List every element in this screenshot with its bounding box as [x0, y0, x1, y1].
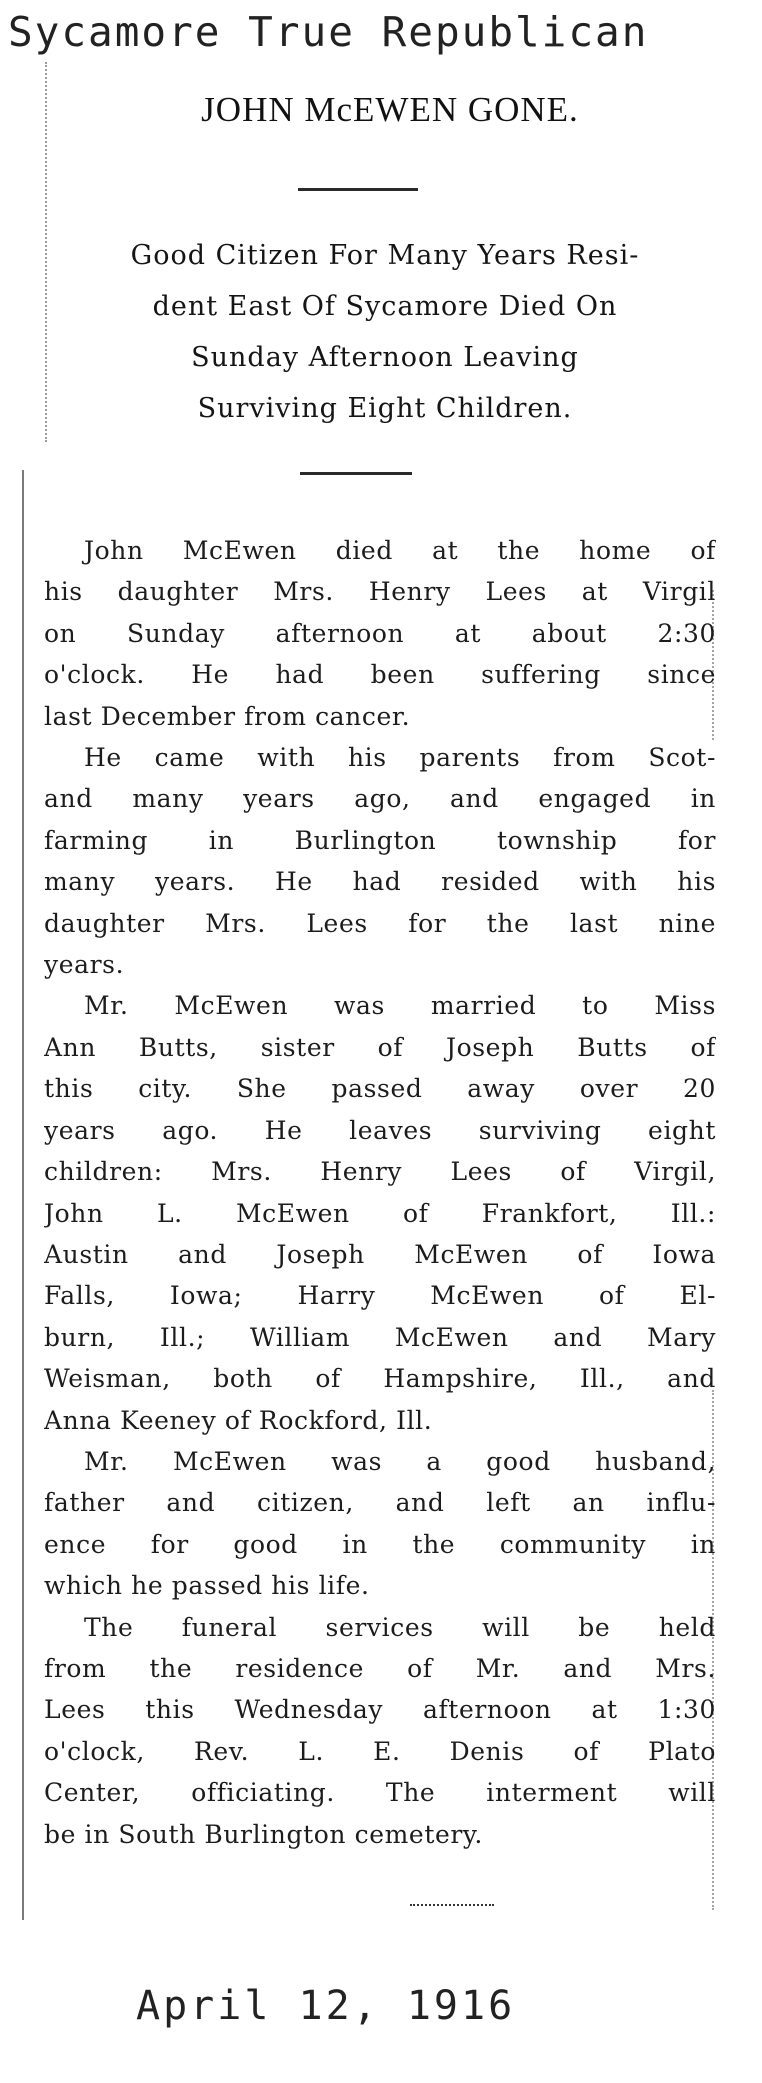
body-line: o'clock, Rev. L. E. Denis of Plato: [44, 1736, 716, 1766]
body-line: children: Mrs. Henry Lees of Virgil,: [44, 1157, 716, 1187]
body-line: many years. He had resided with his: [44, 867, 716, 897]
body-line: his daughter Mrs. Henry Lees at Virgil: [44, 577, 716, 607]
deck-line: Sunday Afternoon Leaving: [191, 342, 579, 373]
body-line: Falls, Iowa; Harry McEwen of El-: [44, 1281, 716, 1311]
body-line: He came with his parents from Scot-: [84, 743, 716, 773]
body-line: father and citizen, and left an influ-: [44, 1488, 716, 1518]
body-line: ence for good in the community in: [44, 1529, 716, 1559]
body-line: years ago. He leaves surviving eight: [44, 1115, 716, 1145]
body-line: John L. McEwen of Frankfort, Ill.:: [44, 1198, 716, 1228]
publication-date: April 12, 1916: [136, 1983, 516, 2029]
body-line: John McEwen died at the home of: [84, 536, 716, 565]
body-line: Ann Butts, sister of Joseph Butts of: [44, 1032, 716, 1062]
body-line: Mr. McEwen was a good husband,: [84, 1446, 716, 1476]
paragraph-3: [44, 985, 716, 1440]
deck-line: Surviving Eight Children.: [197, 393, 573, 424]
body-line: Weisman, both of Hampshire, Ill., and: [44, 1364, 716, 1394]
paragraph-2: [44, 737, 716, 985]
body-line: Mr. McEwen was married to Miss: [84, 991, 716, 1021]
column-rule-left-lower: [22, 470, 24, 1920]
body-line: Center, officiating. The interment will: [44, 1778, 716, 1808]
body-line: which he passed his life.: [44, 1571, 370, 1601]
body-line: years.: [44, 950, 125, 980]
body-line: on Sunday afternoon at about 2:30: [44, 618, 716, 648]
article-end-divider: [410, 1904, 494, 1906]
body-line: be in South Burlington cemetery.: [44, 1819, 483, 1849]
body-line: burn, Ill.; William McEwen and Mary: [44, 1322, 716, 1352]
body-line: daughter Mrs. Lees for the last nine: [44, 908, 716, 938]
article-body: [44, 530, 716, 1855]
body-line: Austin and Joseph McEwen of Iowa: [44, 1239, 716, 1269]
paragraph-4: [44, 1441, 716, 1607]
article-deck: [50, 230, 720, 434]
body-line: and many years ago, and engaged in: [44, 784, 716, 814]
newspaper-masthead: Sycamore True Republican: [8, 8, 649, 56]
body-line: o'clock. He had been suffering since: [44, 660, 716, 690]
body-line: The funeral services will be held: [84, 1612, 716, 1642]
body-line: farming in Burlington township for: [44, 825, 716, 855]
paragraph-5: [44, 1607, 716, 1855]
column-rule-left-upper: [45, 62, 47, 442]
deck-line: Good Citizen For Many Years Resi-: [130, 240, 640, 271]
paragraph-1: [44, 530, 716, 737]
body-line: Lees this Wednesday afternoon at 1:30: [44, 1695, 716, 1725]
body-line: this city. She passed away over 20: [44, 1074, 716, 1104]
body-line: Anna Keeney of Rockford, Ill.: [44, 1405, 433, 1435]
headline-divider: [298, 188, 418, 191]
deck-line: dent East Of Sycamore Died On: [152, 291, 618, 322]
article-headline: JOHN McEWEN GONE.: [201, 90, 579, 129]
body-line: from the residence of Mr. and Mrs.: [44, 1653, 716, 1683]
deck-divider: [300, 472, 412, 475]
body-line: last December from cancer.: [44, 701, 411, 731]
